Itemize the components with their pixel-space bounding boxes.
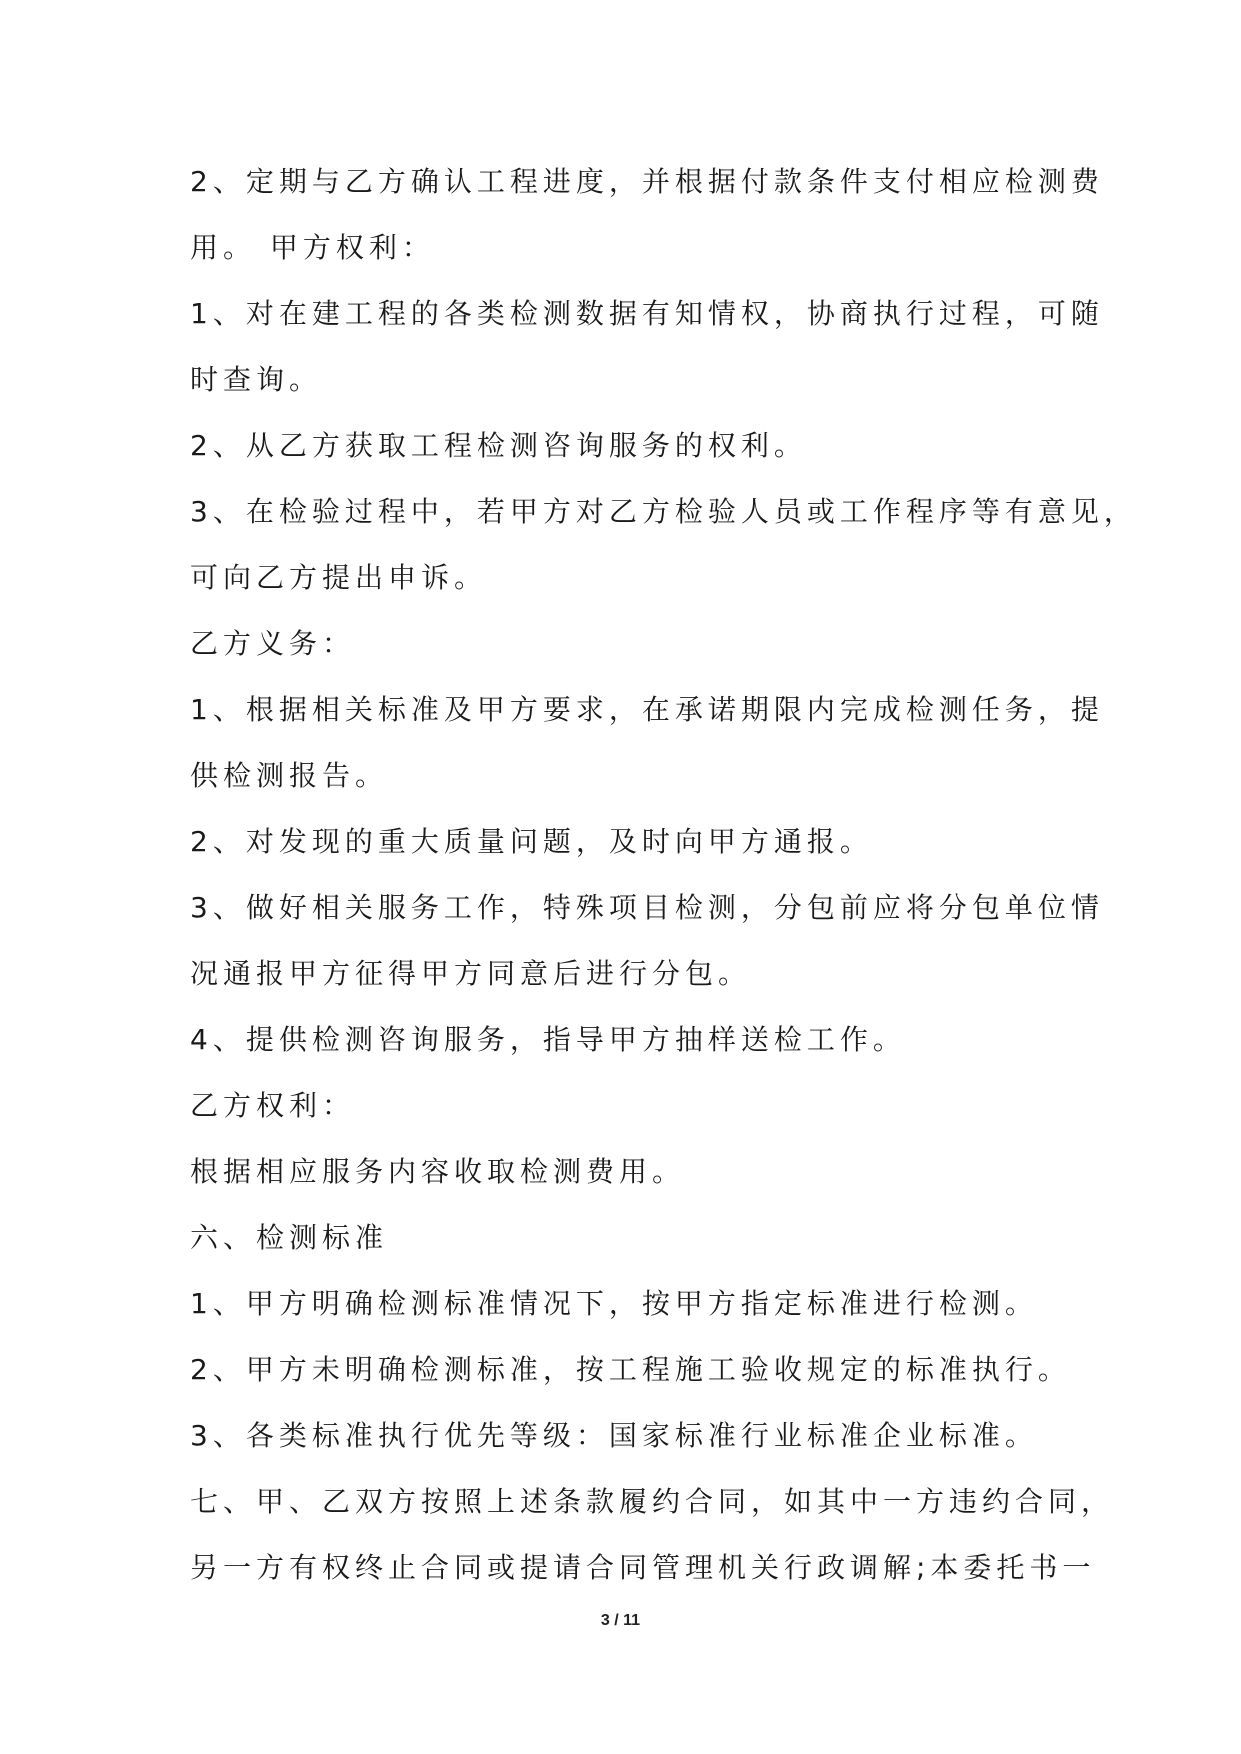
text-line: 3、在检验过程中，若甲方对乙方检验人员或工作程序等有意见， — [190, 495, 1137, 528]
text-line: 另一方有权终止合同或提请合同管理机关行政调解;本委托书一 — [190, 1551, 1096, 1584]
section-heading: 六、检测标准 — [190, 1221, 389, 1254]
text-line: 根据相应服务内容收取检测费用。 — [190, 1155, 686, 1188]
text-line: 1、根据相关标准及甲方要求，在承诺期限内完成检测任务，提 — [190, 693, 1104, 726]
page-number: 3 / 11 — [600, 1612, 641, 1629]
text-line: 2、甲方未明确检测标准，按工程施工验收规定的标准执行。 — [190, 1353, 1071, 1386]
text-line: 3、做好相关服务工作，特殊项目检测，分包前应将分包单位情 — [190, 891, 1104, 924]
text-line: 1、对在建工程的各类检测数据有知情权，协商执行过程，可随 — [190, 297, 1104, 330]
section-heading: 乙方义务： — [190, 627, 356, 660]
document-body — [190, 158, 1137, 1610]
text-line: 况通报甲方征得甲方同意后进行分包。 — [190, 957, 752, 990]
text-line: 用。 甲方权利： — [190, 231, 435, 264]
text-line: 时查询。 — [190, 363, 323, 396]
text-line: 可向乙方提出申诉。 — [190, 561, 488, 594]
text-line: 4、提供检测咨询服务，指导甲方抽样送检工作。 — [190, 1023, 906, 1056]
text-line: 供检测报告。 — [190, 759, 389, 792]
text-line: 3、各类标准执行优先等级：国家标准行业标准企业标准。 — [190, 1419, 1038, 1452]
text-line: 2、定期与乙方确认工程进度，并根据付款条件支付相应检测费 — [190, 165, 1104, 198]
text-line: 2、对发现的重大质量问题，及时向甲方通报。 — [190, 825, 873, 858]
text-line: 2、从乙方获取工程检测咨询服务的权利。 — [190, 429, 807, 462]
section-heading: 乙方权利： — [190, 1089, 356, 1122]
text-line: 七、甲、乙双方按照上述条款履约合同，如其中一方违约合同， — [190, 1485, 1115, 1518]
text-line: 1、甲方明确检测标准情况下，按甲方指定标准进行检测。 — [190, 1287, 1038, 1320]
